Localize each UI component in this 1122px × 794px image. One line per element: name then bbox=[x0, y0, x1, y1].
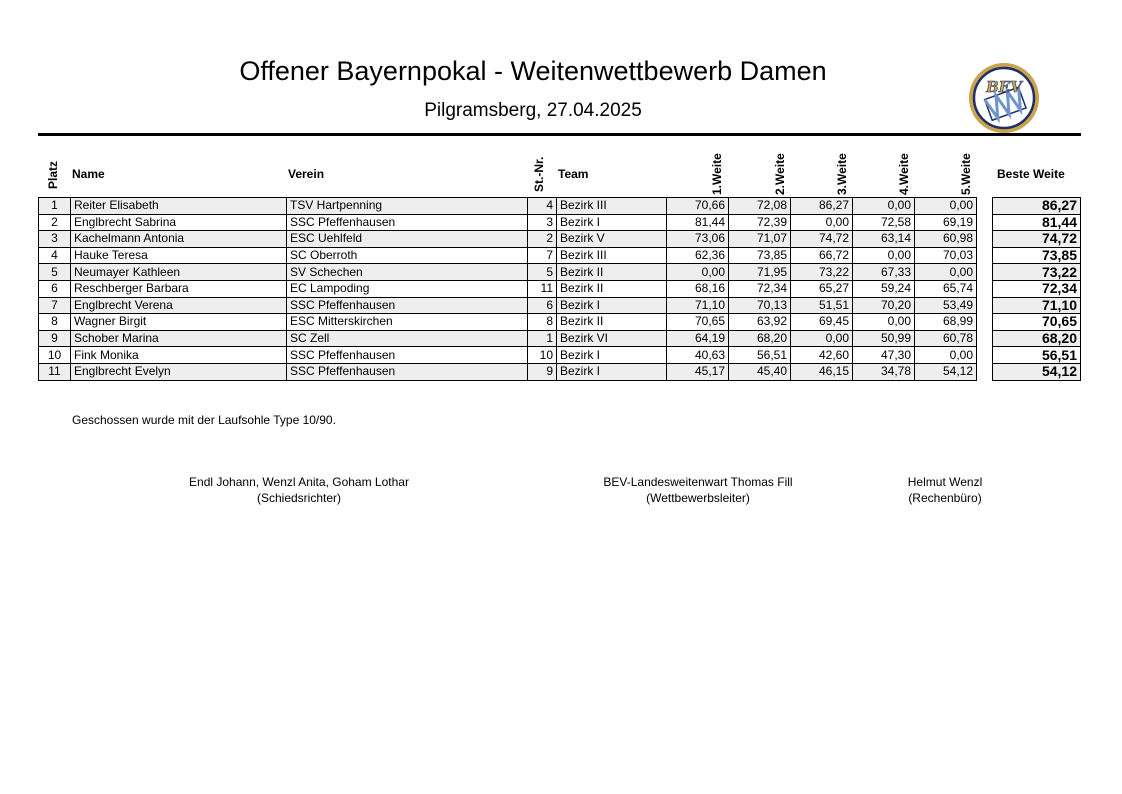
cell-gap bbox=[977, 314, 993, 331]
signature-role: (Schiedsrichter) bbox=[256, 491, 342, 505]
cell-weite-3: 66,72 bbox=[791, 247, 853, 264]
cell-weite-3: 42,60 bbox=[791, 347, 853, 364]
cell-team: Bezirk I bbox=[557, 347, 667, 364]
header-team: Team bbox=[558, 167, 589, 181]
cell-platz: 10 bbox=[39, 347, 71, 364]
cell-team: Bezirk II bbox=[557, 264, 667, 281]
cell-weite-1: 73,06 bbox=[667, 231, 729, 248]
cell-name: Reiter Elisabeth bbox=[71, 198, 287, 215]
cell-verein: SSC Pfeffenhausen bbox=[287, 297, 528, 314]
cell-stnr: 9 bbox=[528, 363, 557, 380]
cell-beste-weite: 74,72 bbox=[993, 231, 1081, 248]
cell-weite-5: 60,98 bbox=[915, 231, 977, 248]
cell-stnr: 5 bbox=[528, 264, 557, 281]
table-row bbox=[39, 231, 1081, 248]
cell-weite-1: 0,00 bbox=[667, 264, 729, 281]
cell-team: Bezirk I bbox=[557, 214, 667, 231]
cell-platz: 5 bbox=[39, 264, 71, 281]
cell-weite-3: 46,15 bbox=[791, 363, 853, 380]
cell-platz: 11 bbox=[39, 363, 71, 380]
signature-name: Helmut Wenzl bbox=[907, 475, 983, 489]
cell-gap bbox=[977, 264, 993, 281]
cell-weite-1: 70,66 bbox=[667, 198, 729, 215]
cell-weite-5: 54,12 bbox=[915, 363, 977, 380]
signature-judges bbox=[180, 474, 418, 506]
cell-verein: TSV Hartpenning bbox=[287, 198, 528, 215]
cell-weite-1: 81,44 bbox=[667, 214, 729, 231]
table-row bbox=[39, 214, 1081, 231]
cell-weite-2: 45,40 bbox=[729, 363, 791, 380]
cell-verein: SSC Pfeffenhausen bbox=[287, 347, 528, 364]
cell-weite-2: 72,39 bbox=[729, 214, 791, 231]
cell-gap bbox=[977, 231, 993, 248]
cell-weite-2: 70,13 bbox=[729, 297, 791, 314]
results-rows bbox=[39, 198, 1081, 381]
cell-weite-2: 68,20 bbox=[729, 330, 791, 347]
table-row bbox=[39, 280, 1081, 297]
table-row bbox=[39, 198, 1081, 215]
signature-calc-office bbox=[890, 474, 1000, 506]
cell-weite-2: 63,92 bbox=[729, 314, 791, 331]
cell-gap bbox=[977, 347, 993, 364]
cell-team: Bezirk II bbox=[557, 280, 667, 297]
header-weite-2: 2.Weite bbox=[773, 153, 787, 195]
cell-weite-2: 56,51 bbox=[729, 347, 791, 364]
cell-verein: EC Lampoding bbox=[287, 280, 528, 297]
header-weite-1: 1.Weite bbox=[710, 153, 724, 195]
cell-name: Schober Marina bbox=[71, 330, 287, 347]
cell-weite-5: 65,74 bbox=[915, 280, 977, 297]
table-row bbox=[39, 297, 1081, 314]
cell-weite-5: 69,19 bbox=[915, 214, 977, 231]
cell-weite-3: 65,27 bbox=[791, 280, 853, 297]
signature-role: (Wettbewerbsleiter) bbox=[646, 491, 750, 505]
cell-beste-weite: 72,34 bbox=[993, 280, 1081, 297]
cell-weite-5: 60,78 bbox=[915, 330, 977, 347]
cell-weite-1: 62,36 bbox=[667, 247, 729, 264]
cell-verein: SSC Pfeffenhausen bbox=[287, 363, 528, 380]
cell-weite-5: 68,99 bbox=[915, 314, 977, 331]
cell-weite-1: 45,17 bbox=[667, 363, 729, 380]
cell-stnr: 6 bbox=[528, 297, 557, 314]
cell-weite-4: 0,00 bbox=[853, 247, 915, 264]
cell-weite-4: 67,33 bbox=[853, 264, 915, 281]
cell-weite-4: 59,24 bbox=[853, 280, 915, 297]
cell-weite-1: 68,16 bbox=[667, 280, 729, 297]
cell-weite-4: 47,30 bbox=[853, 347, 915, 364]
cell-gap bbox=[977, 214, 993, 231]
cell-verein: ESC Uehlfeld bbox=[287, 231, 528, 248]
cell-team: Bezirk I bbox=[557, 363, 667, 380]
cell-platz: 2 bbox=[39, 214, 71, 231]
cell-weite-5: 53,49 bbox=[915, 297, 977, 314]
cell-platz: 9 bbox=[39, 330, 71, 347]
cell-stnr: 4 bbox=[528, 198, 557, 215]
cell-weite-3: 86,27 bbox=[791, 198, 853, 215]
cell-weite-1: 40,63 bbox=[667, 347, 729, 364]
cell-verein: SC Zell bbox=[287, 330, 528, 347]
cell-weite-3: 74,72 bbox=[791, 231, 853, 248]
cell-verein: ESC Mitterskirchen bbox=[287, 314, 528, 331]
cell-weite-4: 50,99 bbox=[853, 330, 915, 347]
cell-weite-4: 72,58 bbox=[853, 214, 915, 231]
cell-name: Englbrecht Sabrina bbox=[71, 214, 287, 231]
cell-team: Bezirk V bbox=[557, 231, 667, 248]
cell-name: Englbrecht Verena bbox=[71, 297, 287, 314]
cell-name: Hauke Teresa bbox=[71, 247, 287, 264]
cell-weite-1: 70,65 bbox=[667, 314, 729, 331]
header-weite-4: 4.Weite bbox=[897, 153, 911, 195]
table-row bbox=[39, 330, 1081, 347]
cell-weite-3: 69,45 bbox=[791, 314, 853, 331]
cell-stnr: 7 bbox=[528, 247, 557, 264]
cell-weite-3: 0,00 bbox=[791, 214, 853, 231]
cell-platz: 7 bbox=[39, 297, 71, 314]
cell-team: Bezirk II bbox=[557, 314, 667, 331]
cell-team: Bezirk III bbox=[557, 198, 667, 215]
header-weite-5: 5.Weite bbox=[959, 153, 973, 195]
table-row bbox=[39, 264, 1081, 281]
cell-weite-2: 71,07 bbox=[729, 231, 791, 248]
cell-platz: 8 bbox=[39, 314, 71, 331]
title-rule bbox=[38, 133, 1081, 136]
cell-beste-weite: 81,44 bbox=[993, 214, 1081, 231]
cell-gap bbox=[977, 280, 993, 297]
cell-weite-4: 63,14 bbox=[853, 231, 915, 248]
cell-name: Reschberger Barbara bbox=[71, 280, 287, 297]
cell-weite-5: 0,00 bbox=[915, 198, 977, 215]
cell-beste-weite: 68,20 bbox=[993, 330, 1081, 347]
cell-weite-5: 0,00 bbox=[915, 264, 977, 281]
cell-beste-weite: 70,65 bbox=[993, 314, 1081, 331]
cell-beste-weite: 73,85 bbox=[993, 247, 1081, 264]
header-weite-3: 3.Weite bbox=[835, 153, 849, 195]
page-title: Offener Bayernpokal - Weitenwettbewerb Damen bbox=[239, 56, 827, 86]
cell-gap bbox=[977, 198, 993, 215]
cell-platz: 1 bbox=[39, 198, 71, 215]
signature-name: Endl Johann, Wenzl Anita, Goham Lothar bbox=[189, 475, 409, 489]
cell-weite-4: 34,78 bbox=[853, 363, 915, 380]
cell-verein: SV Schechen bbox=[287, 264, 528, 281]
cell-platz: 4 bbox=[39, 247, 71, 264]
cell-beste-weite: 56,51 bbox=[993, 347, 1081, 364]
cell-gap bbox=[977, 247, 993, 264]
cell-verein: SSC Pfeffenhausen bbox=[287, 214, 528, 231]
cell-stnr: 2 bbox=[528, 231, 557, 248]
cell-name: Fink Monika bbox=[71, 347, 287, 364]
table-row bbox=[39, 247, 1081, 264]
cell-beste-weite: 73,22 bbox=[993, 264, 1081, 281]
signature-role: (Rechenbüro) bbox=[908, 491, 982, 505]
table-row bbox=[39, 314, 1081, 331]
cell-weite-2: 72,34 bbox=[729, 280, 791, 297]
cell-team: Bezirk I bbox=[557, 297, 667, 314]
cell-team: Bezirk VI bbox=[557, 330, 667, 347]
cell-stnr: 11 bbox=[528, 280, 557, 297]
cell-name: Englbrecht Evelyn bbox=[71, 363, 287, 380]
results-table bbox=[38, 197, 1081, 381]
cell-weite-2: 71,95 bbox=[729, 264, 791, 281]
cell-beste-weite: 71,10 bbox=[993, 297, 1081, 314]
table-row bbox=[39, 347, 1081, 364]
note-text: Geschossen wurde mit der Laufsohle Type 10/90. bbox=[72, 413, 336, 427]
cell-weite-4: 70,20 bbox=[853, 297, 915, 314]
cell-gap bbox=[977, 297, 993, 314]
header-verein: Verein bbox=[288, 167, 325, 181]
header-name: Name bbox=[72, 167, 105, 181]
header-platz: Platz bbox=[46, 160, 60, 189]
cell-weite-3: 73,22 bbox=[791, 264, 853, 281]
cell-weite-3: 0,00 bbox=[791, 330, 853, 347]
cell-team: Bezirk III bbox=[557, 247, 667, 264]
cell-weite-4: 0,00 bbox=[853, 314, 915, 331]
cell-verein: SC Oberroth bbox=[287, 247, 528, 264]
cell-weite-5: 70,03 bbox=[915, 247, 977, 264]
cell-weite-1: 71,10 bbox=[667, 297, 729, 314]
cell-stnr: 3 bbox=[528, 214, 557, 231]
signature-name: BEV-Landesweitenwart Thomas Fill bbox=[603, 475, 793, 489]
cell-beste-weite: 54,12 bbox=[993, 363, 1081, 380]
cell-stnr: 10 bbox=[528, 347, 557, 364]
page-subtitle: Pilgramsberg, 27.04.2025 bbox=[424, 100, 642, 121]
cell-stnr: 8 bbox=[528, 314, 557, 331]
cell-weite-2: 73,85 bbox=[729, 247, 791, 264]
cell-gap bbox=[977, 330, 993, 347]
cell-name: Wagner Birgit bbox=[71, 314, 287, 331]
cell-weite-4: 0,00 bbox=[853, 198, 915, 215]
signature-competition-lead bbox=[592, 474, 804, 506]
cell-name: Kachelmann Antonia bbox=[71, 231, 287, 248]
header-beste-weite: Beste Weite bbox=[997, 167, 1065, 181]
cell-name: Neumayer Kathleen bbox=[71, 264, 287, 281]
cell-platz: 6 bbox=[39, 280, 71, 297]
table-row bbox=[39, 363, 1081, 380]
bev-logo bbox=[968, 62, 1040, 134]
svg-text:BEV: BEV bbox=[986, 78, 1022, 96]
cell-platz: 3 bbox=[39, 231, 71, 248]
header-stnr: St.-Nr. bbox=[532, 156, 546, 192]
cell-stnr: 1 bbox=[528, 330, 557, 347]
cell-weite-3: 51,51 bbox=[791, 297, 853, 314]
cell-beste-weite: 86,27 bbox=[993, 198, 1081, 215]
cell-gap bbox=[977, 363, 993, 380]
cell-weite-5: 0,00 bbox=[915, 347, 977, 364]
cell-weite-2: 72,08 bbox=[729, 198, 791, 215]
cell-weite-1: 64,19 bbox=[667, 330, 729, 347]
